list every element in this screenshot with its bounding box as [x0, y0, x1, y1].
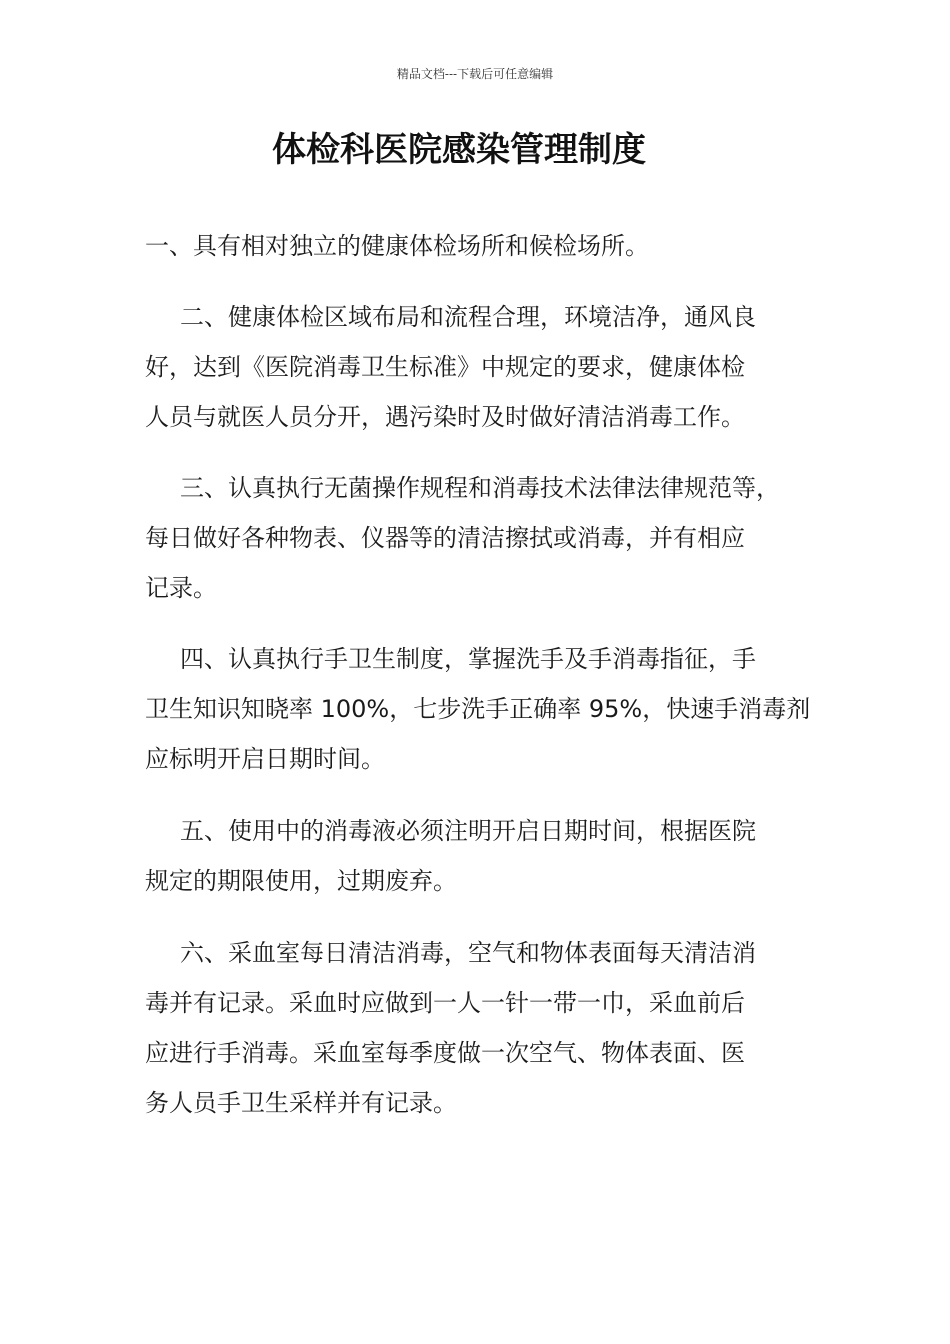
paragraph-line: 卫生知识知晓率 100%，七步洗手正确率 95%，快速手消毒剂 — [145, 695, 811, 723]
paragraph-line: 每日做好各种物表、仪器等的清洁擦拭或消毒，并有相应 — [145, 524, 745, 552]
paragraph-line: 二、健康体检区域布局和流程合理，环境洁净，通风良 — [180, 303, 756, 331]
paragraph-line: 毒并有记录。采血时应做到一人一针一带一巾，采血前后 — [145, 989, 745, 1017]
paragraph-line: 人员与就医人员分开，遇污染时及时做好清洁消毒工作。 — [145, 403, 745, 431]
paragraph-line: 五、使用中的消毒液必须注明开启日期时间，根据医院 — [180, 817, 756, 845]
paragraph-5 — [145, 806, 810, 906]
paragraph-line: 一、具有相对独立的健康体检场所和候检场所。 — [145, 232, 649, 260]
paragraph-line: 四、认真执行手卫生制度，掌握洗手及手消毒指征，手 — [180, 645, 756, 673]
paragraph-line: 应标明开启日期时间。 — [145, 745, 385, 773]
paragraph-line: 三、认真执行无菌操作规程和消毒技术法律法律规范等， — [180, 474, 780, 502]
paragraph-6 — [145, 928, 810, 1128]
paragraph-line: 好，达到《医院消毒卫生标准》中规定的要求，健康体检 — [145, 353, 745, 381]
paragraph-4 — [145, 634, 810, 784]
paragraph-1 — [145, 221, 810, 271]
paragraph-line: 应进行手消毒。采血室每季度做一次空气、物体表面、医 — [145, 1039, 745, 1067]
paragraph-line: 记录。 — [145, 574, 217, 602]
header-note: 精品文档---下载后可任意编辑 — [396, 67, 554, 81]
paragraph-2 — [145, 292, 810, 442]
paragraph-line: 规定的期限使用，过期废弃。 — [145, 867, 457, 895]
paragraph-3 — [145, 463, 810, 613]
page-title: 体检科医院感染管理制度 — [272, 130, 646, 170]
paragraph-line: 六、采血室每日清洁消毒，空气和物体表面每天清洁消 — [180, 939, 756, 967]
paragraph-line: 务人员手卫生采样并有记录。 — [145, 1089, 457, 1117]
